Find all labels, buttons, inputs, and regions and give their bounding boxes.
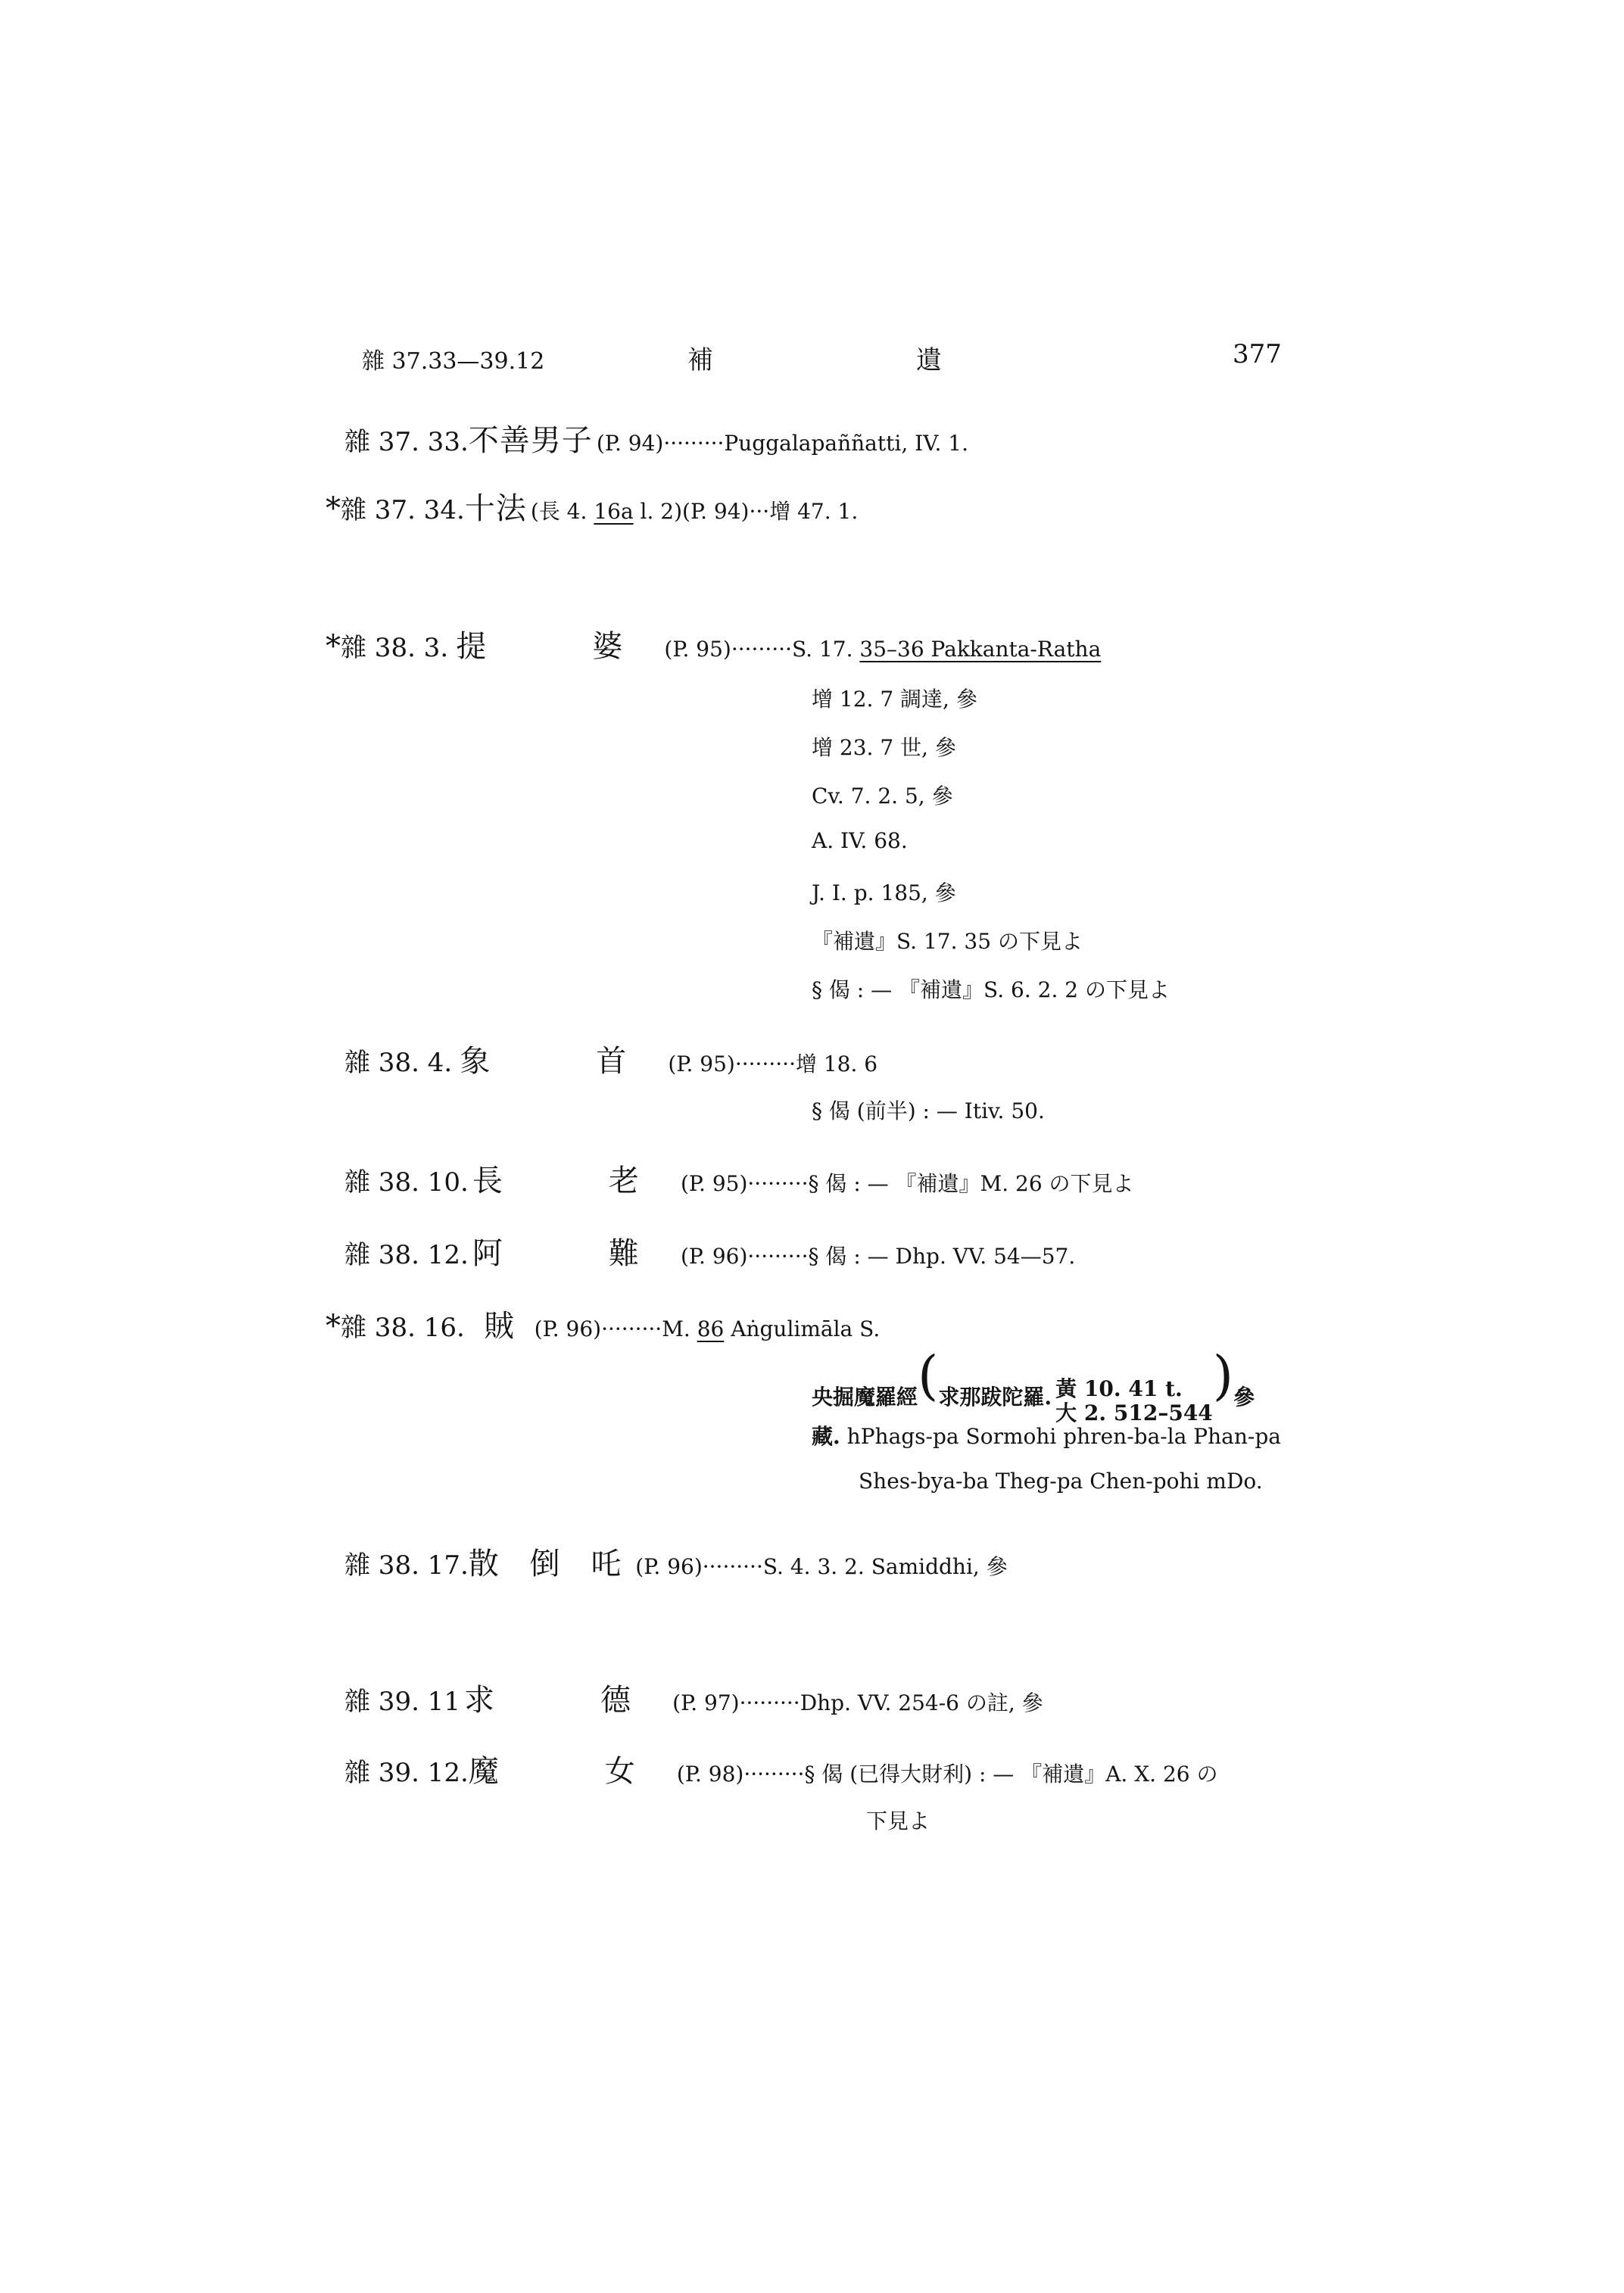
entry-ref-line-underlined: 86 [697,1316,725,1341]
entry-name: 十法 [464,491,527,526]
page-number: 377 [1233,339,1282,369]
tibetan-line-1: hPhags-pa Sormohi phren-ba-la Phan-pa [846,1424,1281,1449]
entry-page: (P. 98) [676,1762,744,1787]
entry-name: 不善男子 [468,423,593,458]
sutra-stack [1055,1377,1213,1425]
star-mark: * [326,491,341,526]
header-range: 雜 37.33—39.12 [362,348,545,375]
entry-page: (P. 97) [672,1690,740,1715]
tibetan-line [812,1420,1281,1450]
entry-page: (P. 95) [668,1051,735,1076]
leader-dots: ········· [739,1690,800,1715]
entry-ref-line: 增 18. 6 [795,1051,878,1076]
entry-page: (P. 96) [680,1244,748,1269]
entry-ref-line: 增 12. 7 調達, 參 [812,687,977,712]
entry-row [326,622,1101,665]
entry-name: 象 首 [460,1044,665,1079]
entry-ref: 雜 39. 12. [344,1758,469,1788]
entry-page: (P. 96) [635,1554,703,1579]
entry-ref-line-pre: M. [662,1316,697,1341]
leader-dots: ········· [601,1316,662,1341]
sutra-tail: 參 [1233,1385,1255,1410]
tibetan-line-2: Shes-bya-ba Theg-pa Chen-pohi mDo. [859,1469,1263,1494]
entry-ref-line: Cv. 7. 2. 5, 參 [812,784,953,808]
open-paren: ( [918,1344,939,1407]
entry-ref-line: § 偈 (前半) : — Itiv. 50. [812,1098,1045,1123]
entry-ref-line-underlined: 35–36 Pakkanta-Ratha [859,637,1102,662]
entry-ref: 雜 39. 11 [344,1687,460,1717]
leader-dots: ········· [747,1244,809,1269]
sutra-stack-bottom: 大 2. 512–544 [1055,1400,1213,1425]
entry-ref: 雜 38. 3. [341,633,449,663]
entry-ref: 雜 37. 34. [341,495,465,525]
entry-row [344,416,968,460]
entry-page-pre: (長 4. [530,499,594,524]
header-title-right: 遺 [916,345,942,375]
tibetan-mark: 藏. [812,1424,840,1449]
sutra-reference [812,1344,1255,1425]
entry-ref: 雜 38. 16. [341,1313,465,1343]
entry-ref: 雜 38. 4. [344,1048,453,1078]
entry-page: (P. 95) [680,1171,748,1196]
leader-dots: ········· [747,1171,809,1196]
entry-ref-line: 下見よ [866,1809,930,1833]
entry-name: 長 老 [472,1164,677,1198]
entry-ref-line-pre: S. 17. [791,637,860,662]
entry-row [344,1676,1043,1719]
entry-ref-line: Dhp. VV. 254-6 の註, 參 [800,1690,1043,1715]
sutra-translator: 求那跋陀羅. [938,1385,1052,1410]
star-mark: * [326,629,341,664]
leader-dots: ········· [743,1762,805,1787]
entry-ref-line: J. I. p. 185, 參 [812,880,956,905]
entry-name: 散 倒 吒 [468,1547,632,1581]
entry-row [344,1747,1218,1790]
header-title-left: 補 [687,345,713,375]
entry-page: (P. 96) [534,1316,602,1341]
leader-dots: ········· [734,1051,796,1076]
star-mark: * [326,1309,341,1344]
sutra-stack-top: 黃 10. 41 t. [1055,1375,1183,1401]
entry-ref-line: § 偈 (已得大財利) : — 『補遺』A. X. 26 の [804,1762,1218,1787]
entry-ref-line: 增 47. 1. [769,499,859,524]
sutra-name: 央掘魔羅經 [812,1385,918,1410]
leader-dots: ········· [731,637,792,662]
entry-ref: 雜 38. 12. [344,1240,469,1270]
entry-row [344,1540,1008,1583]
entry-ref-line: § 偈 : — 『補遺』M. 26 の下見よ [808,1171,1134,1196]
entry-name: 求 德 [464,1683,669,1718]
entry-page-post: l. 2)(P. 94) [633,499,750,524]
entry-row [344,1229,1075,1273]
entry-row [326,484,858,528]
entry-page-underlined: 16a [594,499,634,524]
entry-name: 魔 女 [468,1754,673,1789]
entry-ref-line: A. IV. 68. [812,828,908,853]
leader-dots: ··· [749,499,770,524]
leader-dots: ········· [663,431,725,456]
entry-ref-line: 『補遺』S. 17. 35 の下見よ [812,929,1083,954]
entry-name: 阿 難 [472,1236,677,1271]
entry-row [344,1157,1134,1200]
entry-ref: 雜 37. 33. [344,427,469,457]
entry-ref-line: 增 23. 7 世, 參 [812,735,956,760]
entry-ref-line: § 偈 : — Dhp. VV. 54—57. [808,1244,1076,1269]
entry-page: (P. 94) [596,431,664,456]
leader-dots: ········· [702,1554,763,1579]
entry-ref-line: § 偈 : — 『補遺』S. 6. 2. 2 の下見よ [812,977,1170,1002]
entry-name: 賊 [484,1309,516,1344]
entry-row [326,1302,880,1345]
entry-page: (P. 95) [664,637,731,662]
entry-ref: 雜 38. 17. [344,1550,469,1581]
entry-name: 提 婆 [456,629,661,664]
close-paren: ) [1212,1344,1234,1407]
entry-ref-line-post: Aṅgulimāla S. [724,1316,881,1341]
entry-ref-line: Puggalapaññatti, IV. 1. [724,431,969,456]
entry-row [344,1037,877,1080]
entry-ref-line: S. 4. 3. 2. Samiddhi, 參 [762,1554,1008,1579]
entry-ref: 雜 38. 10. [344,1167,469,1198]
